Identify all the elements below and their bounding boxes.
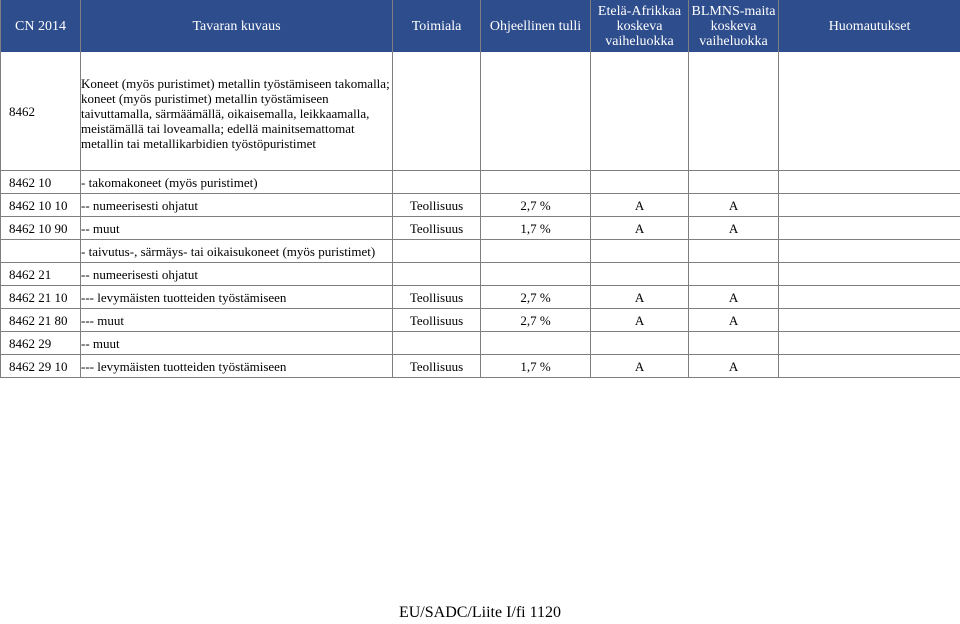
remarks [779,52,960,171]
duty: 1,7 % [481,355,591,378]
header-description: Tavaran kuvaus [81,0,393,52]
sa-category: A [591,217,689,240]
header-row [1,0,960,52]
blmns-category: A [689,286,779,309]
remarks [779,309,960,332]
sa-category [591,263,689,286]
sector [393,332,481,355]
blmns-category: A [689,217,779,240]
blmns-category [689,171,779,194]
cn-code: 8462 21 10 [1,286,81,309]
sector: Teollisuus [393,309,481,332]
description: Koneet (myös puristimet) metallin työstämiseen takomalla; koneet (myös puristimet) metallin työstämiseen taivuttamalla, särmäämällä, oikaisemalla, leikkaamalla, meistämällä tai loveamalla; edellä mainitsemattomat metallin tai metallikarbidien työstöpuristimet [81,52,393,171]
sa-category: A [591,309,689,332]
sa-category: A [591,355,689,378]
cn-code: 8462 29 [1,332,81,355]
description: -- numeerisesti ohjatut [81,194,393,217]
blmns-category [689,52,779,171]
description: -- muut [81,332,393,355]
cn-code: 8462 10 [1,171,81,194]
sa-category [591,52,689,171]
description: --- levymäisten tuotteiden työstämiseen [81,286,393,309]
table-row [1,355,960,378]
blmns-category: A [689,355,779,378]
sa-category [591,332,689,355]
table-row [1,52,960,171]
remarks [779,217,960,240]
remarks [779,332,960,355]
duty [481,171,591,194]
sector: Teollisuus [393,194,481,217]
table-row [1,263,960,286]
duty [481,263,591,286]
table-row [1,240,960,263]
duty [481,332,591,355]
description: -- numeerisesti ohjatut [81,263,393,286]
sector: Teollisuus [393,217,481,240]
header-sector: Toimiala [393,0,481,52]
sa-category: A [591,194,689,217]
table-row [1,171,960,194]
sector: Teollisuus [393,286,481,309]
cn-code: 8462 10 90 [1,217,81,240]
description: --- levymäisten tuotteiden työstämiseen [81,355,393,378]
sa-category: A [591,286,689,309]
page-footer-reference: EU/SADC/Liite I/fi 1120 [398,604,562,621]
remarks [779,240,960,263]
blmns-category: A [689,194,779,217]
header-cn: CN 2014 [1,0,81,52]
duty [481,52,591,171]
remarks [779,286,960,309]
remarks [779,263,960,286]
table-row [1,217,960,240]
sector [393,52,481,171]
description: --- muut [81,309,393,332]
duty: 1,7 % [481,217,591,240]
remarks [779,171,960,194]
header-south-africa-category: Etelä-Afrikkaa koskeva vaiheluokka [591,0,689,52]
blmns-category [689,332,779,355]
table-row [1,332,960,355]
blmns-category [689,263,779,286]
remarks [779,355,960,378]
cn-code: 8462 21 80 [1,309,81,332]
cn-code: 8462 [1,52,81,171]
sector: Teollisuus [393,355,481,378]
cn-code: 8462 21 [1,263,81,286]
blmns-category [689,240,779,263]
header-blmns-category: BLMNS-maita koskeva vaiheluokka [689,0,779,52]
header-remarks: Huomautukset [779,0,960,52]
duty: 2,7 % [481,286,591,309]
duty: 2,7 % [481,194,591,217]
description: - takomakoneet (myös puristimet) [81,171,393,194]
remarks [779,194,960,217]
duty: 2,7 % [481,309,591,332]
sa-category [591,240,689,263]
cn-code [1,240,81,263]
table-row [1,309,960,332]
sector [393,171,481,194]
table-row [1,194,960,217]
sa-category [591,171,689,194]
cn-code: 8462 29 10 [1,355,81,378]
sector [393,240,481,263]
blmns-category: A [689,309,779,332]
cn-code: 8462 10 10 [1,194,81,217]
duty [481,240,591,263]
header-indicative-duty: Ohjeellinen tulli [481,0,591,52]
table-row [1,286,960,309]
description: - taivutus-, särmäys- tai oikaisukoneet (myös puristimet) [81,240,393,263]
sector [393,263,481,286]
description: -- muut [81,217,393,240]
